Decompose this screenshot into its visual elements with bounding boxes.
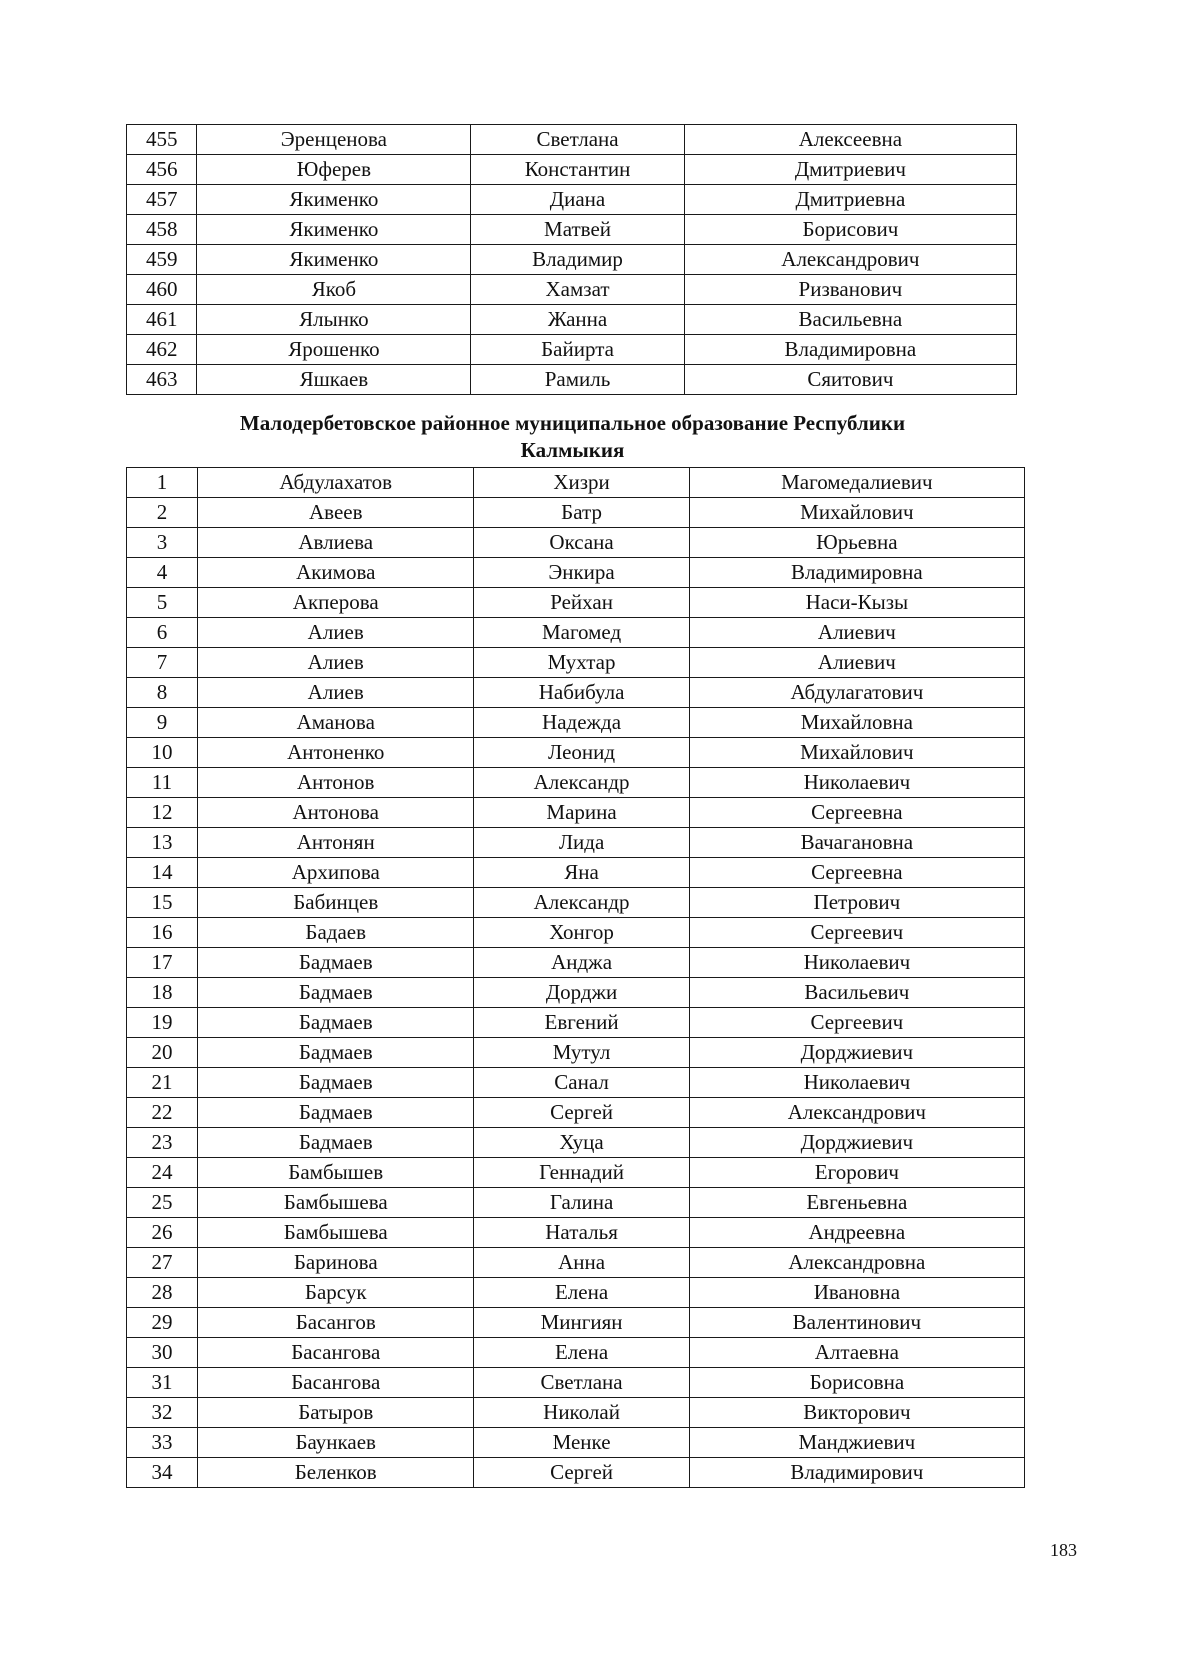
patronymic-cell: Ивановна (689, 1278, 1024, 1308)
table-row (127, 558, 1025, 588)
first-name-cell: Батр (474, 498, 689, 528)
top-roster-body (127, 125, 1017, 395)
row-number-cell: 29 (127, 1308, 198, 1338)
patronymic-cell: Дмитриевна (684, 185, 1016, 215)
row-number-cell: 25 (127, 1188, 198, 1218)
surname-cell: Барсук (198, 1278, 474, 1308)
first-name-cell: Матвей (471, 215, 684, 245)
row-number-cell: 8 (127, 678, 198, 708)
row-number-cell: 3 (127, 528, 198, 558)
table-row (127, 275, 1017, 305)
patronymic-cell: Николаевич (689, 1068, 1024, 1098)
table-row (127, 335, 1017, 365)
surname-cell: Бамбышев (198, 1158, 474, 1188)
first-name-cell: Хизри (474, 468, 689, 498)
surname-cell: Авлиева (198, 528, 474, 558)
surname-cell: Бадмаев (198, 1098, 474, 1128)
patronymic-cell: Абдулагатович (689, 678, 1024, 708)
surname-cell: Антонова (198, 798, 474, 828)
patronymic-cell: Васильевна (684, 305, 1016, 335)
first-name-cell: Сергей (474, 1458, 689, 1488)
patronymic-cell: Александрович (684, 245, 1016, 275)
surname-cell: Басангов (198, 1308, 474, 1338)
first-name-cell: Константин (471, 155, 684, 185)
table-row (127, 708, 1025, 738)
table-row (127, 125, 1017, 155)
surname-cell: Бамбышева (198, 1188, 474, 1218)
surname-cell: Антонян (198, 828, 474, 858)
first-name-cell: Санал (474, 1068, 689, 1098)
first-name-cell: Магомед (474, 618, 689, 648)
first-name-cell: Хонгор (474, 918, 689, 948)
surname-cell: Алиев (198, 678, 474, 708)
row-number-cell: 14 (127, 858, 198, 888)
row-number-cell: 455 (127, 125, 197, 155)
row-number-cell: 456 (127, 155, 197, 185)
surname-cell: Якименко (197, 245, 471, 275)
surname-cell: Беленков (198, 1458, 474, 1488)
table-row (127, 1338, 1025, 1368)
table-row (127, 888, 1025, 918)
first-name-cell: Елена (474, 1338, 689, 1368)
row-number-cell: 32 (127, 1398, 198, 1428)
first-name-cell: Рейхан (474, 588, 689, 618)
first-name-cell: Геннадий (474, 1158, 689, 1188)
row-number-cell: 33 (127, 1428, 198, 1458)
surname-cell: Бадмаев (198, 1008, 474, 1038)
table-row (127, 1398, 1025, 1428)
first-name-cell: Марина (474, 798, 689, 828)
row-number-cell: 461 (127, 305, 197, 335)
patronymic-cell: Владимирович (689, 1458, 1024, 1488)
table-row (127, 678, 1025, 708)
first-name-cell: Анджа (474, 948, 689, 978)
first-name-cell: Елена (474, 1278, 689, 1308)
table-row (127, 305, 1017, 335)
patronymic-cell: Наси-Кызы (689, 588, 1024, 618)
patronymic-cell: Петрович (689, 888, 1024, 918)
surname-cell: Антонов (198, 768, 474, 798)
patronymic-cell: Сергеевич (689, 918, 1024, 948)
row-number-cell: 11 (127, 768, 198, 798)
row-number-cell: 7 (127, 648, 198, 678)
surname-cell: Ялынко (197, 305, 471, 335)
first-name-cell: Евгений (474, 1008, 689, 1038)
table-row (127, 528, 1025, 558)
table-row (127, 1458, 1025, 1488)
surname-cell: Бадмаев (198, 1128, 474, 1158)
row-number-cell: 458 (127, 215, 197, 245)
surname-cell: Эренценова (197, 125, 471, 155)
first-name-cell: Галина (474, 1188, 689, 1218)
patronymic-cell: Борисович (684, 215, 1016, 245)
surname-cell: Басангова (198, 1368, 474, 1398)
bottom-roster-body (127, 468, 1025, 1488)
patronymic-cell: Борисовна (689, 1368, 1024, 1398)
table-row (127, 948, 1025, 978)
patronymic-cell: Сяитович (684, 365, 1016, 395)
patronymic-cell: Алтаевна (689, 1338, 1024, 1368)
patronymic-cell: Юрьевна (689, 528, 1024, 558)
patronymic-cell: Михайлович (689, 738, 1024, 768)
surname-cell: Алиев (198, 618, 474, 648)
first-name-cell: Хамзат (471, 275, 684, 305)
row-number-cell: 24 (127, 1158, 198, 1188)
row-number-cell: 459 (127, 245, 197, 275)
row-number-cell: 9 (127, 708, 198, 738)
section-heading-line-2: Калмыкия (520, 438, 625, 462)
first-name-cell: Набибула (474, 678, 689, 708)
section-heading (120, 410, 1025, 464)
patronymic-cell: Сергеевна (689, 858, 1024, 888)
surname-cell: Акперова (198, 588, 474, 618)
first-name-cell: Александр (474, 888, 689, 918)
row-number-cell: 10 (127, 738, 198, 768)
surname-cell: Бамбышева (198, 1218, 474, 1248)
patronymic-cell: Михайловна (689, 708, 1024, 738)
patronymic-cell: Сергеевич (689, 1008, 1024, 1038)
table-row (127, 588, 1025, 618)
first-name-cell: Александр (474, 768, 689, 798)
table-row (127, 768, 1025, 798)
first-name-cell: Менке (474, 1428, 689, 1458)
first-name-cell: Жанна (471, 305, 684, 335)
first-name-cell: Оксана (474, 528, 689, 558)
table-row (127, 1218, 1025, 1248)
table-row (127, 798, 1025, 828)
row-number-cell: 28 (127, 1278, 198, 1308)
patronymic-cell: Дорджиевич (689, 1038, 1024, 1068)
row-number-cell: 4 (127, 558, 198, 588)
surname-cell: Аманова (198, 708, 474, 738)
first-name-cell: Лида (474, 828, 689, 858)
table-row (127, 828, 1025, 858)
patronymic-cell: Николаевич (689, 768, 1024, 798)
table-row (127, 858, 1025, 888)
row-number-cell: 18 (127, 978, 198, 1008)
row-number-cell: 12 (127, 798, 198, 828)
first-name-cell: Леонид (474, 738, 689, 768)
first-name-cell: Надежда (474, 708, 689, 738)
row-number-cell: 31 (127, 1368, 198, 1398)
first-name-cell: Наталья (474, 1218, 689, 1248)
row-number-cell: 15 (127, 888, 198, 918)
surname-cell: Батыров (198, 1398, 474, 1428)
first-name-cell: Мингиян (474, 1308, 689, 1338)
table-row (127, 1188, 1025, 1218)
first-name-cell: Рамиль (471, 365, 684, 395)
bottom-roster-table (126, 467, 1025, 1488)
patronymic-cell: Васильевич (689, 978, 1024, 1008)
row-number-cell: 21 (127, 1068, 198, 1098)
surname-cell: Бадмаев (198, 948, 474, 978)
row-number-cell: 17 (127, 948, 198, 978)
patronymic-cell: Ризванович (684, 275, 1016, 305)
patronymic-cell: Андреевна (689, 1218, 1024, 1248)
row-number-cell: 16 (127, 918, 198, 948)
patronymic-cell: Манджиевич (689, 1428, 1024, 1458)
row-number-cell: 5 (127, 588, 198, 618)
table-row (127, 1308, 1025, 1338)
table-row (127, 1128, 1025, 1158)
surname-cell: Якоб (197, 275, 471, 305)
surname-cell: Ярошенко (197, 335, 471, 365)
first-name-cell: Владимир (471, 245, 684, 275)
table-row (127, 1038, 1025, 1068)
patronymic-cell: Михайлович (689, 498, 1024, 528)
first-name-cell: Николай (474, 1398, 689, 1428)
surname-cell: Бадаев (198, 918, 474, 948)
patronymic-cell: Алексеевна (684, 125, 1016, 155)
row-number-cell: 460 (127, 275, 197, 305)
row-number-cell: 27 (127, 1248, 198, 1278)
table-row (127, 468, 1025, 498)
patronymic-cell: Магомедалиевич (689, 468, 1024, 498)
first-name-cell: Байирта (471, 335, 684, 365)
row-number-cell: 1 (127, 468, 198, 498)
patronymic-cell: Владимировна (689, 558, 1024, 588)
first-name-cell: Сергей (474, 1098, 689, 1128)
surname-cell: Алиев (198, 648, 474, 678)
first-name-cell: Хуца (474, 1128, 689, 1158)
surname-cell: Акимова (198, 558, 474, 588)
patronymic-cell: Николаевич (689, 948, 1024, 978)
table-row (127, 1278, 1025, 1308)
table-row (127, 215, 1017, 245)
section-heading-line-1: Малодербетовское районное муниципальное образование Республики (239, 411, 906, 435)
surname-cell: Абдулахатов (198, 468, 474, 498)
row-number-cell: 19 (127, 1008, 198, 1038)
table-row (127, 498, 1025, 528)
page-number: 183 (1050, 1540, 1077, 1560)
surname-cell: Бадмаев (198, 1038, 474, 1068)
table-row (127, 1158, 1025, 1188)
first-name-cell: Мухтар (474, 648, 689, 678)
patronymic-cell: Александровна (689, 1248, 1024, 1278)
patronymic-cell: Вачагановна (689, 828, 1024, 858)
surname-cell: Юферев (197, 155, 471, 185)
surname-cell: Бабинцев (198, 888, 474, 918)
table-row (127, 185, 1017, 215)
row-number-cell: 20 (127, 1038, 198, 1068)
surname-cell: Якименко (197, 185, 471, 215)
first-name-cell: Мутул (474, 1038, 689, 1068)
patronymic-cell: Алиевич (689, 648, 1024, 678)
row-number-cell: 6 (127, 618, 198, 648)
patronymic-cell: Владимировна (684, 335, 1016, 365)
surname-cell: Яшкаев (197, 365, 471, 395)
table-row (127, 618, 1025, 648)
surname-cell: Баринова (198, 1248, 474, 1278)
table-row (127, 1368, 1025, 1398)
table-row (127, 365, 1017, 395)
first-name-cell: Анна (474, 1248, 689, 1278)
first-name-cell: Диана (471, 185, 684, 215)
table-row (127, 1098, 1025, 1128)
table-row (127, 738, 1025, 768)
patronymic-cell: Викторович (689, 1398, 1024, 1428)
row-number-cell: 26 (127, 1218, 198, 1248)
table-row (127, 1248, 1025, 1278)
patronymic-cell: Сергеевна (689, 798, 1024, 828)
table-row (127, 1428, 1025, 1458)
first-name-cell: Яна (474, 858, 689, 888)
patronymic-cell: Дмитриевич (684, 155, 1016, 185)
row-number-cell: 463 (127, 365, 197, 395)
patronymic-cell: Егорович (689, 1158, 1024, 1188)
surname-cell: Басангова (198, 1338, 474, 1368)
row-number-cell: 462 (127, 335, 197, 365)
patronymic-cell: Евгеньевна (689, 1188, 1024, 1218)
table-row (127, 1068, 1025, 1098)
first-name-cell: Энкира (474, 558, 689, 588)
row-number-cell: 30 (127, 1338, 198, 1368)
patronymic-cell: Дорджиевич (689, 1128, 1024, 1158)
surname-cell: Бадмаев (198, 978, 474, 1008)
top-roster-table (126, 124, 1017, 395)
row-number-cell: 13 (127, 828, 198, 858)
first-name-cell: Светлана (471, 125, 684, 155)
surname-cell: Антоненко (198, 738, 474, 768)
row-number-cell: 34 (127, 1458, 198, 1488)
patronymic-cell: Валентинович (689, 1308, 1024, 1338)
table-row (127, 648, 1025, 678)
surname-cell: Авеев (198, 498, 474, 528)
patronymic-cell: Александрович (689, 1098, 1024, 1128)
patronymic-cell: Алиевич (689, 618, 1024, 648)
row-number-cell: 22 (127, 1098, 198, 1128)
table-row (127, 978, 1025, 1008)
surname-cell: Архипова (198, 858, 474, 888)
row-number-cell: 2 (127, 498, 198, 528)
table-row (127, 245, 1017, 275)
surname-cell: Бадмаев (198, 1068, 474, 1098)
surname-cell: Баункаев (198, 1428, 474, 1458)
first-name-cell: Дорджи (474, 978, 689, 1008)
row-number-cell: 23 (127, 1128, 198, 1158)
surname-cell: Якименко (197, 215, 471, 245)
row-number-cell: 457 (127, 185, 197, 215)
table-row (127, 918, 1025, 948)
table-row (127, 1008, 1025, 1038)
first-name-cell: Светлана (474, 1368, 689, 1398)
table-row (127, 155, 1017, 185)
